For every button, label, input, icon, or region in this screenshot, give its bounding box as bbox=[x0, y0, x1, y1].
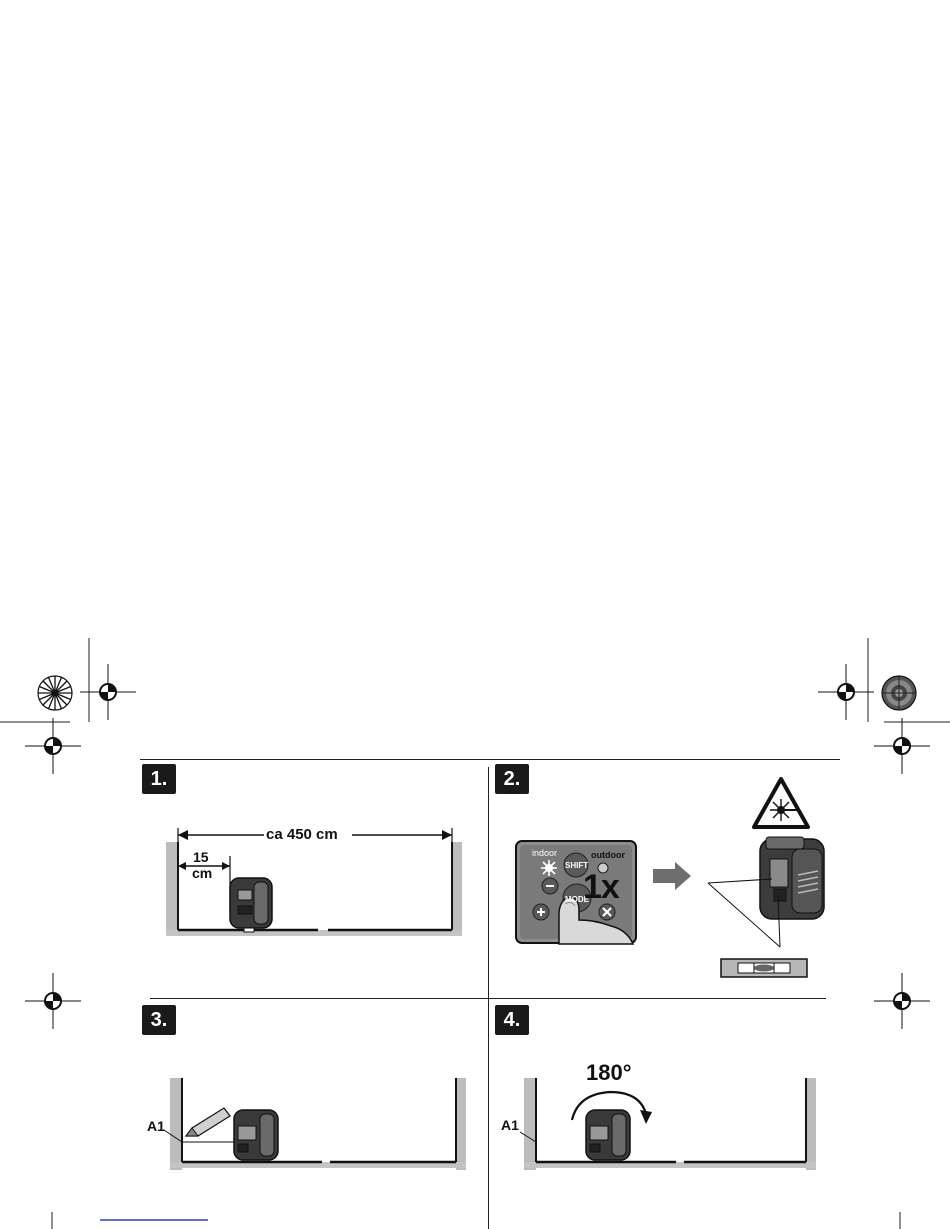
laser-device-3d bbox=[700, 835, 830, 955]
top-rule bbox=[140, 759, 840, 760]
dimension-offset-value: 15 bbox=[193, 849, 209, 865]
shift-label: SHIFT bbox=[565, 861, 589, 870]
registration-mark-icon bbox=[872, 971, 932, 1031]
pencil-icon bbox=[182, 1106, 232, 1140]
dimension-total-label: ca 450 cm bbox=[266, 826, 338, 843]
indoor-label: indoor bbox=[532, 848, 558, 858]
center-divider bbox=[488, 767, 489, 1229]
arrow-right-icon bbox=[653, 862, 691, 890]
step-1-badge: 1. bbox=[142, 764, 176, 794]
registration-mark-icon bbox=[23, 716, 83, 776]
step-4-illustration bbox=[510, 1070, 840, 1180]
mark-a1-label: A1 bbox=[147, 1118, 165, 1134]
mode-label: MODE bbox=[565, 895, 589, 904]
registration-mark-icon bbox=[78, 662, 138, 722]
rotation-label: 180° bbox=[586, 1060, 632, 1085]
step-4-badge: 4. bbox=[495, 1005, 529, 1035]
bubble-level-icon bbox=[720, 958, 808, 978]
registration-mark-icon bbox=[816, 662, 876, 722]
starburst-registration-icon bbox=[879, 673, 919, 713]
press-count-label: 1x bbox=[583, 868, 619, 906]
registration-mark-icon bbox=[23, 971, 83, 1031]
outdoor-label: outdoor bbox=[591, 850, 625, 860]
step-3-badge: 3. bbox=[142, 1005, 176, 1035]
laser-device bbox=[230, 878, 272, 932]
registration-mark-icon bbox=[872, 716, 932, 776]
laser-warning-icon bbox=[752, 777, 810, 829]
starburst-registration-icon bbox=[35, 673, 75, 713]
step-2-badge: 2. bbox=[495, 764, 529, 794]
mark-a1-label: A1 bbox=[501, 1117, 519, 1133]
rotate-arrow-icon bbox=[566, 1086, 656, 1126]
dimension-offset-unit: cm bbox=[192, 865, 213, 881]
